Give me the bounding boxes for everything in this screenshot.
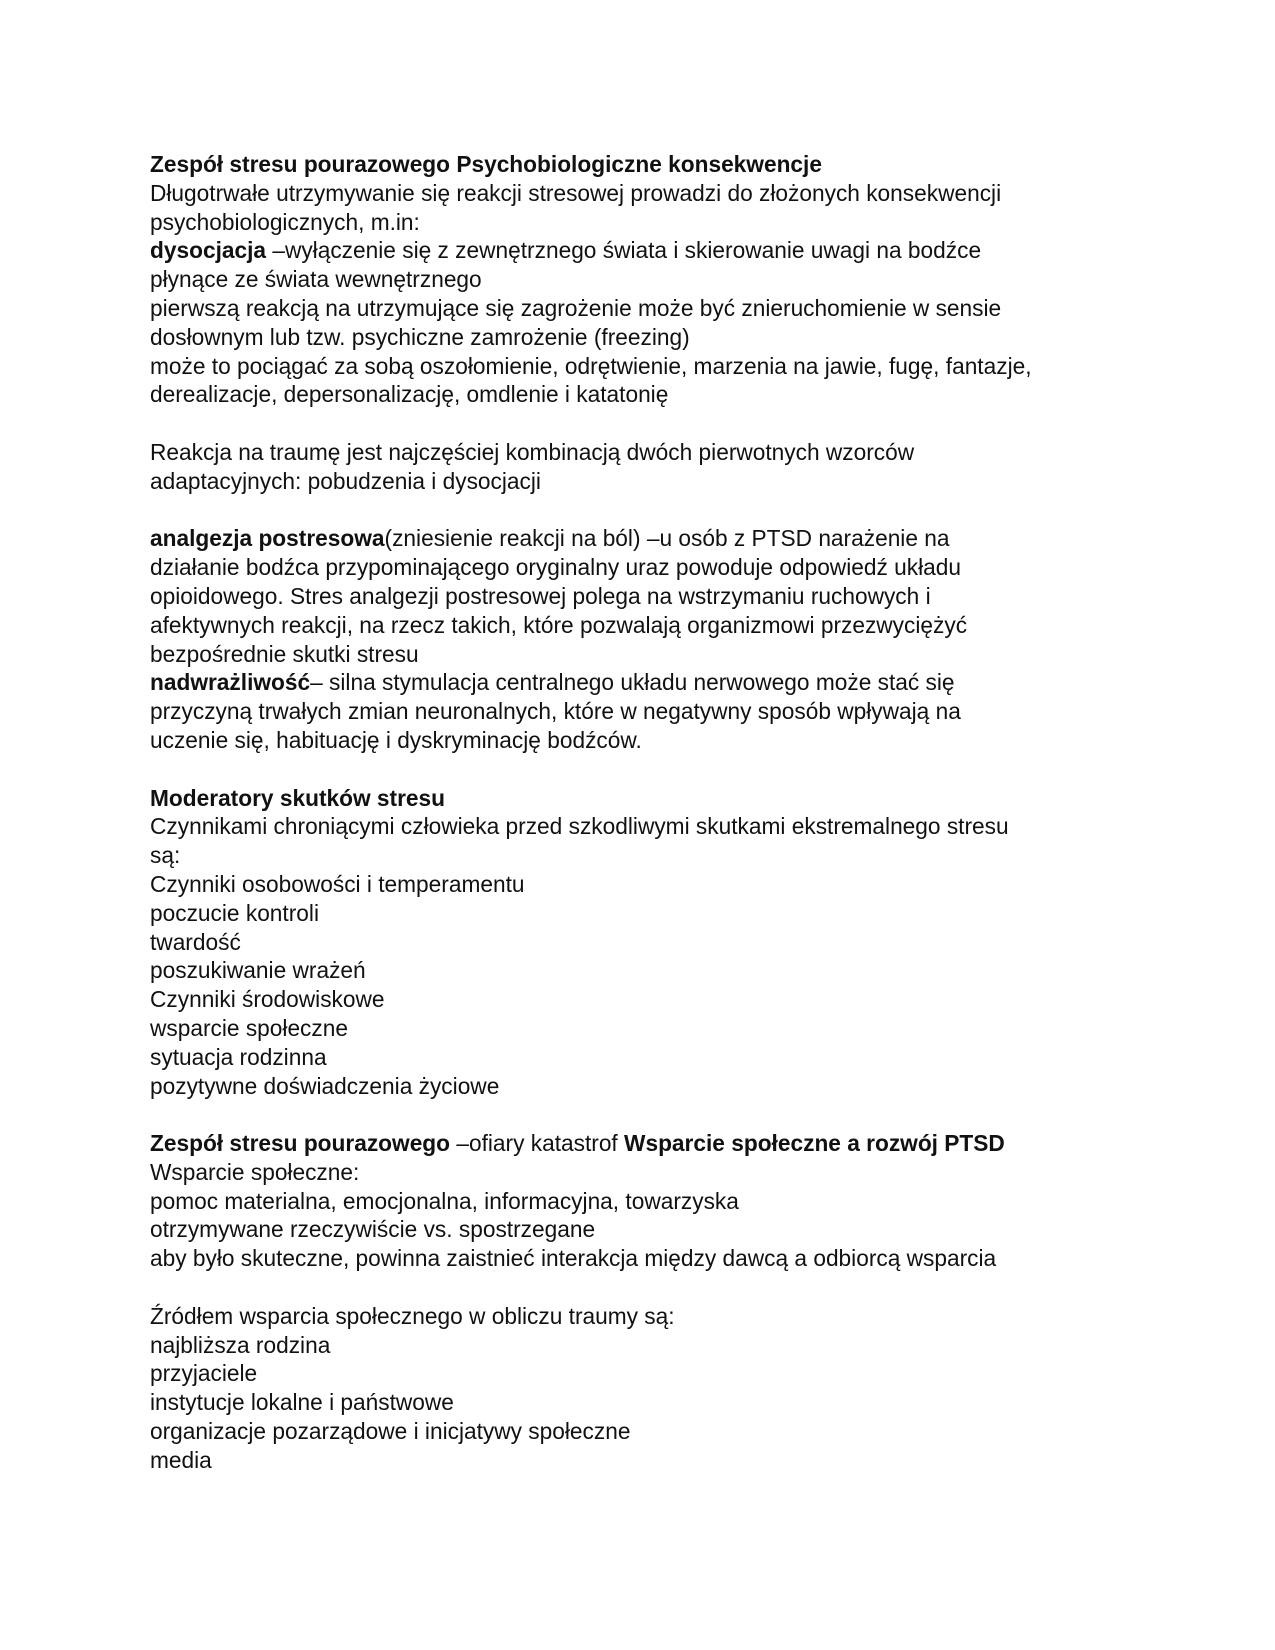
definition-text: – silna stymulacja centralnego układu nerwowego może stać się bbox=[310, 669, 955, 696]
paragraph-line: są: bbox=[150, 842, 181, 869]
list-item: wsparcie społeczne bbox=[150, 1014, 348, 1041]
blank-line bbox=[150, 1273, 1150, 1302]
section-title: Moderatory skutków stresu bbox=[150, 784, 446, 811]
term-dysocjacja: dysocjacja bbox=[150, 237, 267, 264]
list-item: aby było skuteczne, powinna zaistnieć interakcja między dawcą a odbiorcą wsparcia bbox=[150, 1245, 997, 1272]
list-item: otrzymywane rzeczywiście vs. spostrzegane bbox=[150, 1216, 596, 1243]
definition-analgezja bbox=[150, 524, 1150, 553]
paragraph-line: dosłownym lub tzw. psychiczne zamrożenie (freezing) bbox=[150, 323, 690, 350]
blank-line bbox=[150, 755, 1150, 784]
paragraph-line: psychobiologicznych, m.in: bbox=[150, 208, 420, 235]
document-page bbox=[150, 150, 1150, 1475]
paragraph-line: adaptacyjnych: pobudzenia i dysocjacji bbox=[150, 467, 541, 494]
list-item: organizacje pozarządowe i inicjatywy społeczne bbox=[150, 1418, 631, 1445]
paragraph-line: działanie bodźca przypominającego oryginalny uraz powoduje odpowiedź układu bbox=[150, 554, 961, 581]
paragraph-line: płynące ze świata wewnętrznego bbox=[150, 266, 482, 293]
definition-text: –wyłączenie się z zewnętrznego świata i skierowanie uwagi na bodźce bbox=[266, 237, 982, 264]
term-analgezja: analgezja postresowa bbox=[150, 525, 385, 552]
list-item: Czynniki środowiskowe bbox=[150, 986, 385, 1013]
list-item: media bbox=[150, 1446, 212, 1473]
paragraph-line: pierwszą reakcją na utrzymujące się zagrożenie może być znieruchomienie w sensie bbox=[150, 294, 1002, 321]
definition-dysocjacja bbox=[150, 236, 1150, 265]
blank-line bbox=[150, 496, 1150, 525]
paragraph-line: afektywnych reakcji, na rzecz takich, które pozwalają organizmowi przezwyciężyć bbox=[150, 611, 968, 638]
blank-line bbox=[150, 1100, 1150, 1129]
list-item: najbliższa rodzina bbox=[150, 1331, 331, 1358]
paragraph-line: przyczyną trwałych zmian neuronalnych, które w negatywny sposób wpływają na bbox=[150, 698, 961, 725]
paragraph-line: może to pociągać za sobą oszołomienie, odrętwienie, marzenia na jawie, fugę, fantazje, bbox=[150, 352, 1032, 379]
definition-nadwrazliwosc bbox=[150, 668, 1150, 697]
list-item: pozytywne doświadczenia życiowe bbox=[150, 1072, 500, 1099]
paragraph-line: derealizacje, depersonalizację, omdlenie i katatonię bbox=[150, 381, 669, 408]
blank-line bbox=[150, 409, 1150, 438]
list-item: twardość bbox=[150, 928, 241, 955]
paragraph-line: Czynnikami chroniącymi człowieka przed szkodliwymi skutkami ekstremalnego stresu bbox=[150, 813, 1009, 840]
list-item: poczucie kontroli bbox=[150, 899, 319, 926]
list-item: Czynniki osobowości i temperamentu bbox=[150, 870, 525, 897]
section-title: Zespół stresu pourazowego Psychobiologiczne konsekwencje bbox=[150, 151, 822, 177]
section-title: Zespół stresu pourazowego –ofiary katastrof Wsparcie społeczne a rozwój PTSD bbox=[150, 1130, 1005, 1157]
list-item: instytucje lokalne i państwowe bbox=[150, 1389, 454, 1416]
paragraph-line: Długotrwałe utrzymywanie się reakcji stresowej prowadzi do złożonych konsekwencji bbox=[150, 179, 1002, 206]
definition-text: (zniesienie reakcji na ból) –u osób z PTSD narażenie na bbox=[384, 525, 950, 552]
paragraph-line: Wsparcie społeczne: bbox=[150, 1158, 360, 1185]
term-nadwrazliwosc: nadwrażliwość bbox=[150, 669, 311, 696]
paragraph-line: bezpośrednie skutki stresu bbox=[150, 640, 419, 667]
paragraph-line: Reakcja na traumę jest najczęściej kombinacją dwóch pierwotnych wzorców bbox=[150, 438, 915, 465]
list-item: sytuacja rodzinna bbox=[150, 1043, 327, 1070]
paragraph-line: Źródłem wsparcia społecznego w obliczu traumy są: bbox=[150, 1302, 675, 1329]
paragraph-line: opioidowego. Stres analgezji postresowej polega na wstrzymaniu ruchowych i bbox=[150, 582, 931, 609]
paragraph-line: uczenie się, habituację i dyskryminację bodźców. bbox=[150, 726, 642, 753]
list-item: pomoc materialna, emocjonalna, informacyjna, towarzyska bbox=[150, 1187, 739, 1214]
list-item: przyjaciele bbox=[150, 1360, 258, 1387]
list-item: poszukiwanie wrażeń bbox=[150, 957, 366, 984]
